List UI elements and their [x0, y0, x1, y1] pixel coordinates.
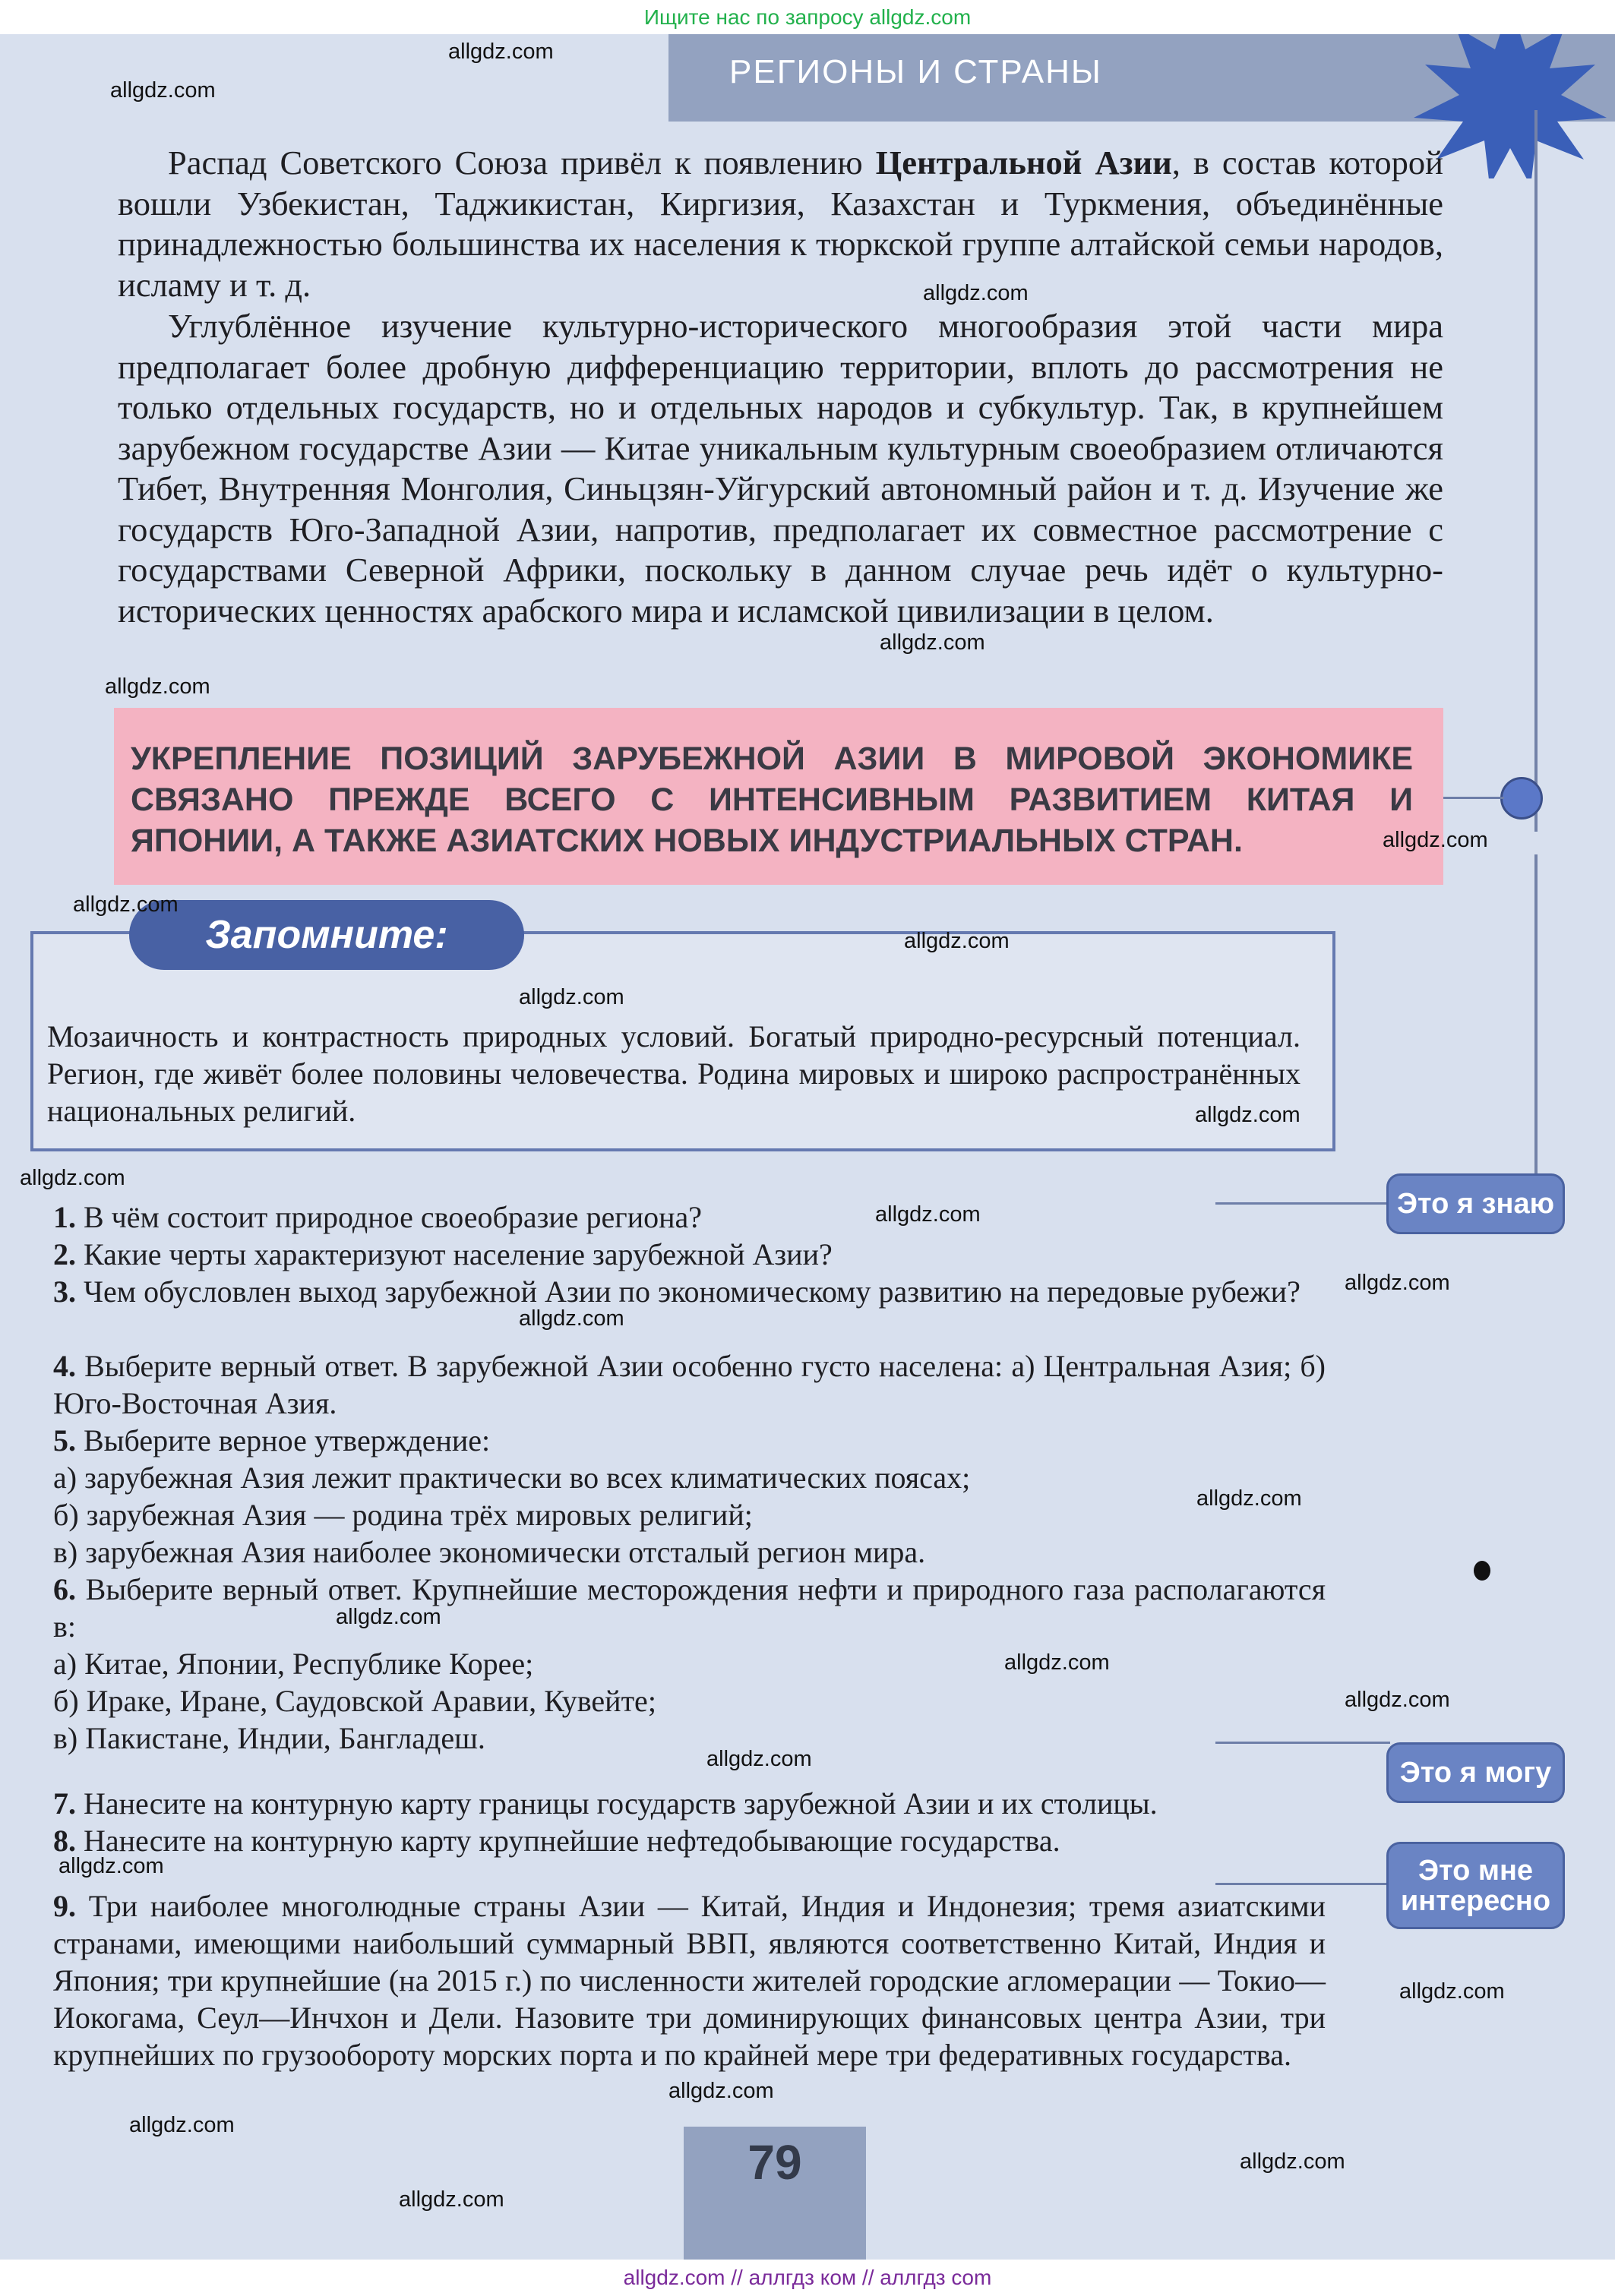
- watermark: allgdz.com: [1383, 828, 1488, 852]
- question-6-option-a: а) Китае, Японии, Республике Корее;: [53, 1647, 534, 1681]
- key-idea-line: ЯПОНИИ, А ТАКЖЕ АЗИАТСКИХ НОВЫХ ИНДУСТРИАЛЬНЫХ СТРАН.: [131, 823, 1243, 859]
- watermark: allgdz.com: [1345, 1271, 1450, 1295]
- key-idea-line: СВЯЗАНО ПРЕЖДЕ ВСЕГО С ИНТЕНСИВНЫМ РАЗВИТИЕМ КИТАЯ И: [131, 782, 1413, 818]
- watermark: allgdz.com: [1195, 1103, 1301, 1127]
- watermark: allgdz.com: [105, 674, 210, 699]
- bottom-banner[interactable]: allgdz.com // аллгдз ком // аллгдз com: [0, 2260, 1615, 2296]
- watermark: allgdz.com: [1399, 1979, 1505, 2004]
- tag-line: [1215, 1742, 1390, 1744]
- question-5: 5. Выберите верное утверждение:: [53, 1423, 491, 1458]
- section-title: РЕГИОНЫ И СТРАНЫ: [729, 53, 1102, 90]
- question-6-option-b: б) Ираке, Иране, Саудовской Аравии, Кувейте;: [53, 1684, 656, 1718]
- watermark: allgdz.com: [875, 1202, 981, 1227]
- watermark: allgdz.com: [58, 1854, 164, 1878]
- question-5-option-b: б) зарубежная Азия — родина трёх мировых религий;: [53, 1498, 753, 1532]
- watermark: allgdz.com: [399, 2187, 504, 2212]
- watermark: allgdz.com: [706, 1747, 812, 1771]
- question-7: 7. Нанесите на контурную карту границы государств зарубежной Азии и их столицы.: [53, 1786, 1158, 1821]
- question-2: 2. Какие черты характеризуют население зарубежной Азии?: [53, 1237, 833, 1271]
- watermark: allgdz.com: [336, 1605, 441, 1629]
- watermark: allgdz.com: [1240, 2149, 1345, 2174]
- watermark: allgdz.com: [519, 985, 624, 1009]
- key-idea-box: [114, 708, 1443, 885]
- question-5-option-c: в) зарубежная Азия наиболее экономически отсталый регион мира.: [53, 1535, 926, 1569]
- top-banner[interactable]: Ищите нас по запросу allgdz.com: [0, 0, 1615, 34]
- question-8: 8. Нанесите на контурную карту крупнейшие нефтедобывающие государства.: [53, 1824, 1060, 1858]
- question-3: 3. Чем обусловлен выход зарубежной Азии по экономическому развитию на передовые рубежи?: [53, 1274, 1301, 1309]
- margin-line-lower: [1534, 854, 1538, 1204]
- question-6: 6. Выберите верный ответ. Крупнейшие месторождения нефти и природного газа располагаются в:: [53, 1572, 1326, 1644]
- question-5-option-a: а) зарубежная Азия лежит практически во всех климатических поясах;: [53, 1461, 971, 1495]
- ink-spot: [1474, 1561, 1490, 1581]
- watermark: allgdz.com: [129, 2113, 235, 2137]
- watermark: allgdz.com: [73, 892, 179, 917]
- watermark: allgdz.com: [880, 630, 985, 655]
- question-6-option-c: в) Пакистане, Индии, Бангладеш.: [53, 1721, 485, 1755]
- key-idea-line: УКРЕПЛЕНИЕ ПОЗИЦИЙ ЗАРУБЕЖНОЙ АЗИИ В МИРОВОЙ ЭКОНОМИКЕ: [131, 741, 1413, 777]
- watermark: allgdz.com: [20, 1166, 125, 1190]
- watermark: allgdz.com: [448, 39, 554, 64]
- remember-label: Запомните:: [129, 900, 524, 970]
- connector-line: [1443, 797, 1504, 799]
- paragraph-central-asia: Распад Советского Союза привёл к появлению Центральной Азии, в состав которой вошли Узбекистан, Таджикистан, Киргизия, Казахстан и Туркмения, объединённые принадлежностью большинства их населения к тюркской группе алтайской семьи народов, исламу и т. д.: [118, 144, 1443, 304]
- tag-line: [1215, 1883, 1390, 1885]
- watermark: allgdz.com: [923, 281, 1029, 305]
- watermark: allgdz.com: [668, 2079, 774, 2103]
- watermark: allgdz.com: [1196, 1486, 1302, 1511]
- tag-this-i-can[interactable]: Это я могу: [1386, 1742, 1565, 1803]
- watermark: allgdz.com: [519, 1306, 624, 1331]
- watermark: allgdz.com: [1345, 1688, 1450, 1712]
- tag-this-i-know[interactable]: Это я знаю: [1386, 1173, 1565, 1234]
- margin-line: [1534, 110, 1538, 832]
- question-1: 1. В чём состоит природное своеобразие региона?: [53, 1200, 703, 1234]
- watermark: allgdz.com: [1004, 1650, 1110, 1675]
- question-9: 9. Три наиболее многолюдные страны Азии — Китай, Индия и Индонезия; тремя азиатскими странами, имеющими наибольший суммарный ВВП, являются соответственно Китай, Индия и Япония; три крупнейшие (на 2015 г.) по численности жителей городские агломерации — Токио—Иокогама, Сеул—Инчхон и Дели. Назовите три доминирующих финансовых центра Азии, три крупнейших по грузообороту морских порта и по крайней мере три федеративных государства.: [53, 1889, 1326, 2072]
- watermark: allgdz.com: [110, 78, 216, 103]
- tag-this-interests-me[interactable]: Это мне интересно: [1386, 1842, 1565, 1929]
- question-4: 4. Выберите верный ответ. В зарубежной Азии особенно густо населена: а) Центральная Азия; б) Юго-Восточная Азия.: [53, 1349, 1326, 1420]
- page-number: 79: [747, 2135, 802, 2190]
- paragraph-cultural-diversity: Углублённое изучение культурно-исторического многообразия этой части мира предполагает более дробную дифференциацию территории, вплоть до рассмотрения не только отдельных государств, но и отдельных народов и субкультур. Так, в крупнейшем зарубежном государстве Азии — Китае уникальным культурным своеобразием отличаются Тибет, Внутренняя Монголия, Синьцзян-Уйгурский автономный район и т. д. Изучение же государств Юго-Западной Азии, напротив, предполагает их совместное рассмотрение с государствами Северной Африки, поскольку в данном случае речь идёт о культурно-исторических ценностях арабского мира и исламской цивилизации в целом.: [118, 307, 1443, 630]
- connector-dot-icon: [1500, 777, 1543, 820]
- remember-text: Мозаичность и контрастность природных условий. Богатый природно-ресурсный потенциал. Регион, где живёт более половины человечества. Родина мировых и широко распространённых национальных религий.: [47, 1019, 1301, 1128]
- watermark: allgdz.com: [904, 929, 1010, 953]
- term-central-asia: Центральной Азии: [875, 144, 1172, 182]
